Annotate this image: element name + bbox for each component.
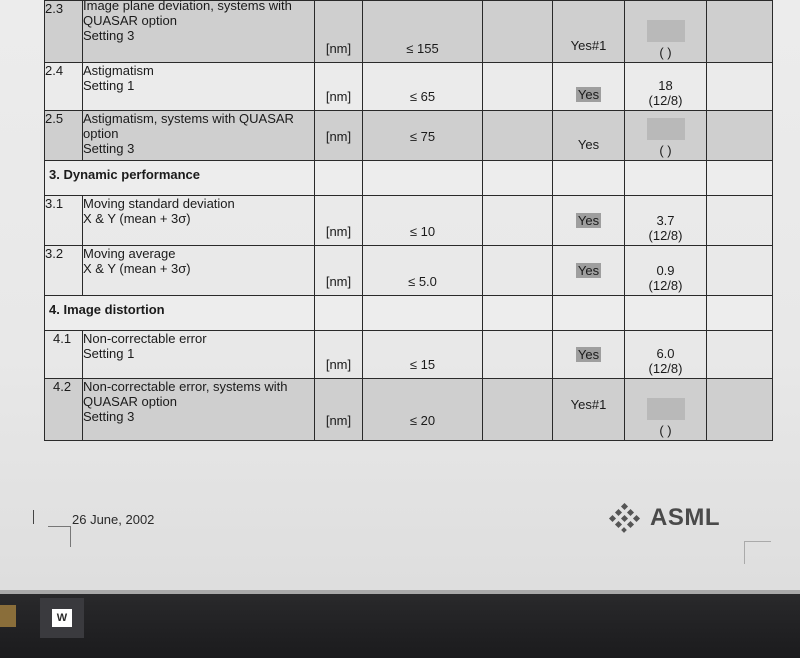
row-result: 18 (12/8)	[625, 63, 707, 111]
row-number: 3.1	[45, 196, 83, 246]
section-row	[45, 296, 773, 331]
row-unit: [nm]	[315, 63, 363, 111]
row-number: 3.2	[45, 246, 83, 296]
row-empty-cell	[707, 331, 773, 379]
row-number: 2.4	[45, 63, 83, 111]
table-row	[45, 379, 773, 441]
redaction-box	[647, 118, 685, 140]
row-unit: [nm]	[315, 379, 363, 441]
row-empty-cell	[707, 111, 773, 161]
section-title: 4. Image distortion	[45, 296, 315, 331]
table-row	[45, 111, 773, 161]
footer-date: 26 June, 2002	[72, 512, 155, 527]
taskbar	[0, 590, 800, 658]
table-row	[45, 1, 773, 63]
row-unit: [nm]	[315, 111, 363, 161]
row-empty-cell	[483, 246, 553, 296]
row-empty-cell	[707, 379, 773, 441]
taskbar-top-edge	[0, 590, 800, 594]
row-compliance: Yes	[553, 246, 625, 296]
row-description: Astigmatism Setting 1	[83, 63, 315, 111]
redaction-box	[647, 398, 685, 420]
row-number: 2.3	[45, 1, 83, 63]
row-unit: [nm]	[315, 246, 363, 296]
row-compliance: Yes	[553, 331, 625, 379]
row-unit: [nm]	[315, 331, 363, 379]
row-description: Image plane deviation, systems with QUASAR option Setting 3	[83, 1, 315, 63]
asml-logo-icon	[608, 503, 642, 533]
row-unit: [nm]	[315, 196, 363, 246]
row-result: 3.7 (12/8)	[625, 196, 707, 246]
row-compliance: Yes#1	[553, 379, 625, 441]
row-description: Non-correctable error Setting 1	[83, 331, 315, 379]
folder-icon[interactable]	[0, 605, 16, 627]
table-row	[45, 196, 773, 246]
row-number: 2.5	[45, 111, 83, 161]
table-row	[45, 63, 773, 111]
row-description: Non-correctable error, systems with QUASAR option Setting 3	[83, 379, 315, 441]
row-spec: ≤ 15	[363, 331, 483, 379]
row-empty-cell	[483, 63, 553, 111]
row-empty-cell	[707, 246, 773, 296]
section-title: 3. Dynamic performance	[45, 161, 315, 196]
asml-logo	[608, 503, 720, 533]
row-empty-cell	[483, 1, 553, 63]
row-description: Astigmatism, systems with QUASAR option Setting 3	[83, 111, 315, 161]
table-row	[45, 246, 773, 296]
row-spec: ≤ 65	[363, 63, 483, 111]
word-icon: W	[52, 609, 72, 627]
row-compliance: Yes	[553, 196, 625, 246]
margin-mark	[33, 510, 34, 524]
row-result: ( )	[625, 379, 707, 441]
row-unit: [nm]	[315, 1, 363, 63]
row-empty-cell	[483, 196, 553, 246]
row-result: 0.9 (12/8)	[625, 246, 707, 296]
row-description: Moving average X & Y (mean + 3σ)	[83, 246, 315, 296]
row-empty-cell	[483, 111, 553, 161]
row-spec: ≤ 155	[363, 1, 483, 63]
row-result: ( )	[625, 111, 707, 161]
row-empty-cell	[707, 196, 773, 246]
row-result: ( )	[625, 1, 707, 63]
redaction-box	[647, 20, 685, 42]
word-taskbar-button[interactable]	[40, 598, 84, 638]
row-empty-cell	[483, 379, 553, 441]
row-compliance: Yes	[553, 63, 625, 111]
row-spec: ≤ 5.0	[363, 246, 483, 296]
row-spec: ≤ 20	[363, 379, 483, 441]
row-number: 4.1	[45, 331, 83, 379]
row-spec: ≤ 10	[363, 196, 483, 246]
row-empty-cell	[483, 331, 553, 379]
asml-logo-text: ASML	[650, 504, 720, 531]
row-number: 4.2	[45, 379, 83, 441]
spec-table	[44, 0, 773, 441]
row-description: Moving standard deviation X & Y (mean + 3σ)	[83, 196, 315, 246]
table-row	[45, 331, 773, 379]
row-empty-cell	[707, 1, 773, 63]
crop-mark	[48, 526, 71, 547]
crop-mark	[744, 541, 771, 564]
row-empty-cell	[707, 63, 773, 111]
section-row	[45, 161, 773, 196]
row-spec: ≤ 75	[363, 111, 483, 161]
row-compliance: Yes#1	[553, 1, 625, 63]
row-compliance: Yes	[553, 111, 625, 161]
row-result: 6.0 (12/8)	[625, 331, 707, 379]
